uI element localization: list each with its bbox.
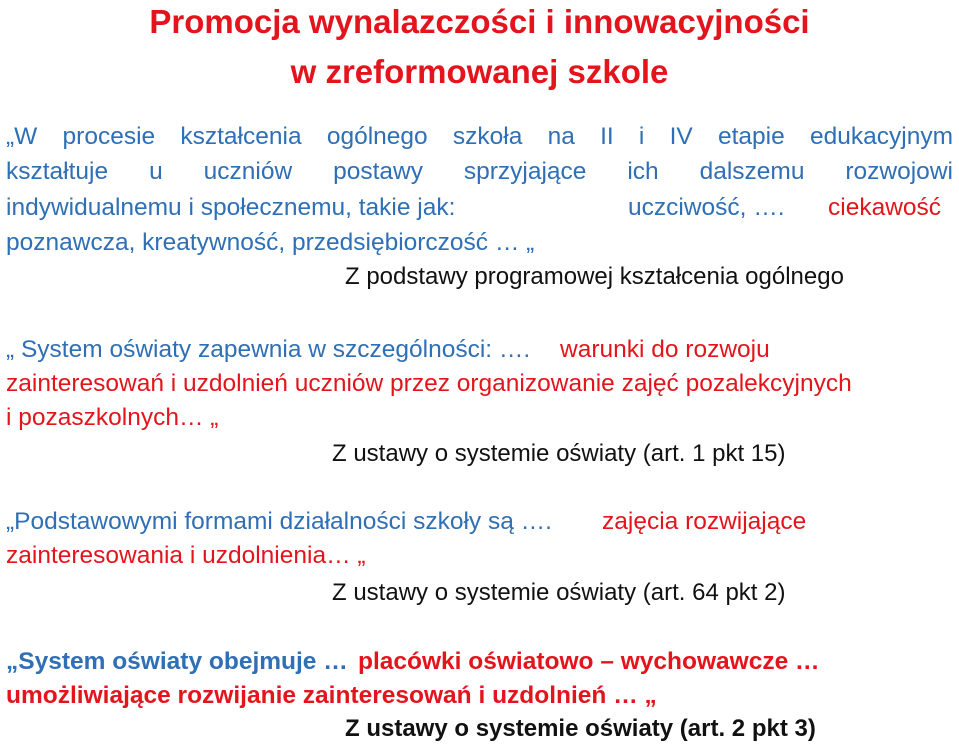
quote-1-line-2 xyxy=(6,157,953,187)
quote-1-word: procesie xyxy=(62,123,156,150)
quote-3-line-2: zainteresowania i uzdolnienia… „ xyxy=(6,542,366,569)
quote-1-line-4: poznawcza, kreatywność, przedsiębiorczość … „ xyxy=(6,229,535,256)
quote-2-line-1-part-a: „ System oświaty zapewnia w szczególności: …. xyxy=(6,336,531,363)
source-citation-4: Z ustawy o systemie oświaty (art. 2 pkt 3) xyxy=(345,715,816,742)
source-citation-3: Z ustawy o systemie oświaty (art. 64 pkt 2) xyxy=(332,579,786,606)
quote-2-line-3: i pozaszkolnych… „ xyxy=(6,404,219,431)
quote-1-word: i xyxy=(638,123,645,150)
quote-3-line-1-part-b: zajęcia rozwijające xyxy=(602,508,807,535)
source-citation-1: Z podstawy programowej kształcenia ogólnego xyxy=(345,263,844,290)
quote-1-word: na xyxy=(547,123,575,150)
quote-1-word: rozwojowi xyxy=(845,158,953,185)
quote-1-line-3-part-c: ciekawość xyxy=(828,194,942,221)
quote-1-word: „W xyxy=(6,123,38,150)
quote-1-word: szkoła xyxy=(452,123,523,150)
quote-3-line-1-part-a: „Podstawowymi formami działalności szkoły są …. xyxy=(6,508,552,535)
quote-1-word: postawy xyxy=(333,158,423,185)
quote-1-word: kształtuje xyxy=(6,158,109,185)
quote-1-word: dalszemu xyxy=(699,158,805,185)
quote-1-word: ogólnego xyxy=(326,123,428,150)
quote-1-word: II xyxy=(600,123,614,150)
quote-1-word: u xyxy=(149,158,163,185)
quote-1-word: uczniów xyxy=(203,158,293,185)
quote-2-line-1-part-b: warunki do rozwoju xyxy=(560,336,770,363)
quote-1-word: sprzyjające xyxy=(463,158,587,185)
quote-1-line-3-part-a: indywidualnemu i społecznemu, takie jak: xyxy=(6,194,456,221)
quote-1-word: edukacyjnym xyxy=(810,123,953,150)
page-title-line-2: w zreformowanej szkole xyxy=(290,53,669,90)
quote-1-word: etapie xyxy=(718,123,785,150)
quote-2-line-2: zainteresowań i uzdolnień uczniów przez organizowanie zajęć pozalekcyjnych xyxy=(6,370,852,397)
source-citation-2: Z ustawy o systemie oświaty (art. 1 pkt 15) xyxy=(332,440,786,467)
quote-1-line-3-part-b: uczciwość, …. xyxy=(628,194,785,221)
quote-1-word: IV xyxy=(669,123,693,150)
quote-4-line-1-part-b: placówki oświatowo – wychowawcze … xyxy=(358,648,820,675)
quote-1-word: kształcenia xyxy=(180,123,302,150)
quote-1-line-1 xyxy=(6,122,953,152)
quote-4-line-1-part-a: „System oświaty obejmuje … xyxy=(6,648,348,675)
quote-4-line-2: umożliwiające rozwijanie zainteresowań i uzdolnień … „ xyxy=(6,682,657,709)
quote-1-word: ich xyxy=(627,158,659,185)
page-title-line-1: Promocja wynalazczości i innowacyjności xyxy=(149,3,810,40)
